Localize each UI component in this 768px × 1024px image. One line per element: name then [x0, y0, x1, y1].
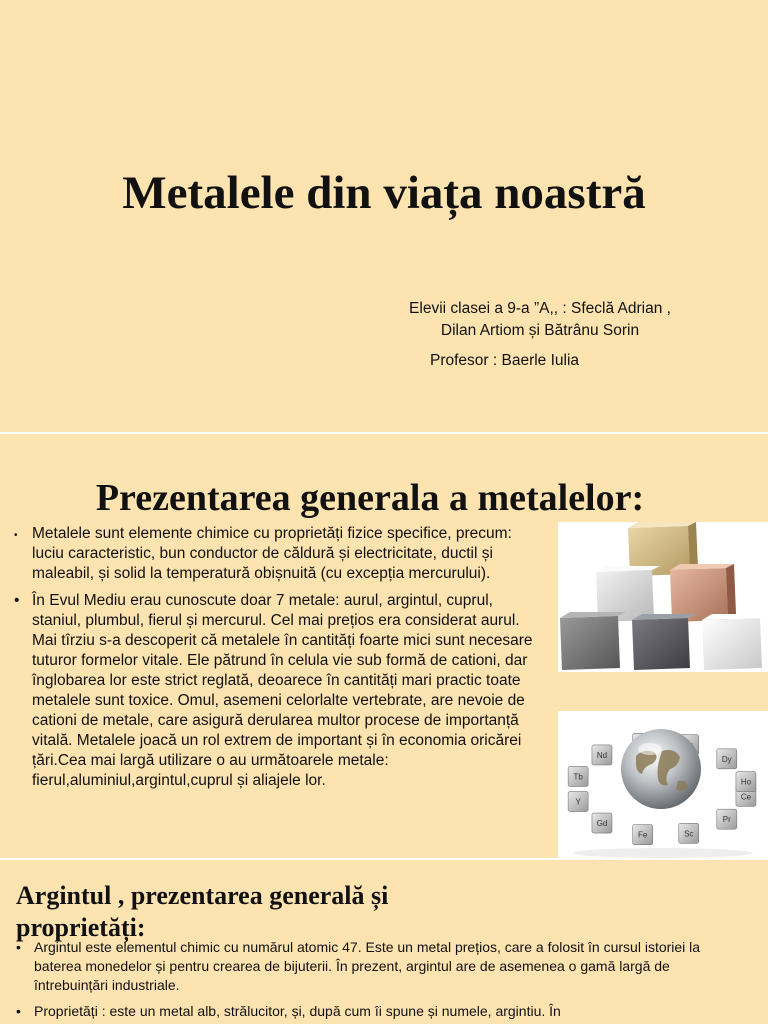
- bullet-text: Metalele sunt elemente chimice cu proprietăți fizice specifice, precum: luciu caracteristic, bun conductor de căldură și electricitate, ductil și maleabil, și solid la temperatură obișnuită (cu excepția mercurului).: [32, 525, 512, 582]
- slide-title: [0, 0, 768, 432]
- globe-elements-image: [558, 711, 768, 858]
- element-tile: [736, 772, 756, 792]
- bullet-icon: •: [16, 1003, 21, 1019]
- element-symbol: Sc: [684, 829, 694, 839]
- metal-cubes-image: [558, 522, 768, 672]
- element-symbol: Pr: [722, 815, 731, 825]
- bullet-item: [16, 1002, 706, 1021]
- element-symbol: Ho: [740, 777, 752, 787]
- slide-2-heading: Prezentarea generala a metalelor:: [95, 477, 645, 519]
- element-symbol: Dy: [721, 754, 732, 764]
- bullet-icon: •: [16, 939, 21, 955]
- element-tile: [717, 809, 737, 829]
- students-line-2: Dilan Artiom și Bătrânu Sorin: [440, 322, 640, 339]
- element-symbol: Ce: [740, 792, 752, 802]
- slide-3-bullet-list: [16, 938, 706, 1024]
- bullet-item: [14, 591, 544, 791]
- students-line-1: Elevii clasei a 9-a ”A,, : Sfeclă Adrian ,: [409, 300, 671, 317]
- slide-2-bullet-list: [14, 524, 544, 798]
- globe-elements-illustration: [558, 711, 768, 858]
- element-symbol: Fe: [638, 830, 648, 840]
- bullet-item: [16, 938, 706, 995]
- bullet-icon: •: [14, 530, 18, 541]
- bullet-text: Argintul este elementul chimic cu numărul atomic 47. Este un metal prețios, care a folosit în cursul istoriei la baterea monedelor și pentru crearea de bijuterii. În prezent, argintul are de asemenea o gamă largă de întrebuințări industriale.: [34, 939, 701, 993]
- element-tile: [717, 749, 737, 769]
- professor-text: Profesor : Baerle Iulia: [430, 352, 580, 369]
- element-tile: [568, 792, 588, 812]
- element-symbol: Gd: [596, 819, 608, 829]
- slide-3-heading: Argintul , prezentarea generală și proprietăți:: [16, 881, 389, 942]
- element-tile: [679, 823, 699, 843]
- element-symbol: Y: [575, 797, 581, 807]
- element-symbol: Nd: [596, 750, 608, 760]
- slide-general-presentation: [0, 434, 768, 858]
- slide-silver: [0, 860, 768, 1024]
- bullet-icon: •: [14, 592, 20, 609]
- element-tile: [568, 766, 588, 786]
- element-tile: [633, 825, 653, 845]
- bullet-item: [14, 524, 544, 584]
- bullet-text: Proprietăți : este un metal alb, strălucitor, și, după cum îi spune și numele, argintiu. În: [34, 1003, 561, 1019]
- bullet-text: În Evul Mediu erau cunoscute doar 7 metale: aurul, argintul, cuprul, staniul, plumbul, fierul și mercurul. Cel mai prețios era considerat aurul. Mai tîrziu s-a descoperit că metalele în cantități foarte mici sunt necesare tuturor formelor vitale. Ele pătrund în celula vie sub formă de cationi, dar înglobarea lor este strict reglată, deoarece în cantități mari practic toate metalele sunt toxice. Omul, asemeni celorlalte vertebrate, are nevoie de cationi de metale, care asigură derularea multor procese de importanță vitală. Metalele joacă un rol extrem de important și în economia oricărei țări.Cea mai largă utilizare o au următoarele metale: fierul,aluminiul,argintul,cuprul și aliajele lor.: [32, 592, 533, 789]
- element-symbol: Tb: [573, 772, 583, 782]
- slide-title-heading: Metalele din viața noastră: [122, 167, 646, 219]
- metal-cubes-illustration: [558, 522, 768, 672]
- element-tile: [592, 745, 612, 765]
- students-text: [380, 298, 700, 342]
- element-tile: [592, 813, 612, 833]
